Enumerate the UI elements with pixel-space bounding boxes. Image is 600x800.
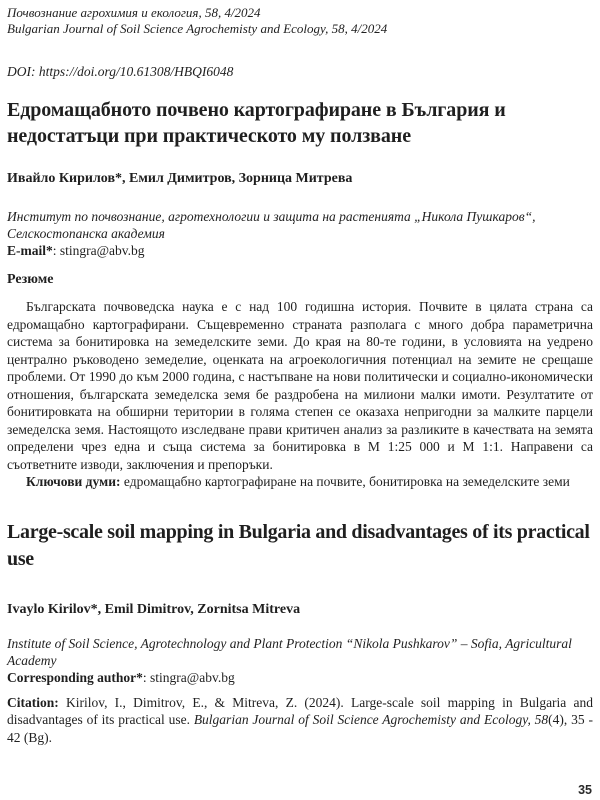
authors-bulgarian: Ивайло Кирилов*, Емил Димитров, Зорница Митрева (7, 171, 353, 186)
journal-name-english: Bulgarian Journal of Soil Science Agrochemisty and Ecology, 58, 4/2024 (7, 21, 388, 36)
keywords-line (7, 473, 593, 491)
authors-english: Ivaylo Kirilov*, Emil Dimitrov, Zornitsa Mitreva (7, 601, 301, 617)
citation-block (7, 694, 593, 747)
article-title-bulgarian: Едромащабното почвено картографиране в България и недостатъци при практическото му ползване (7, 99, 506, 147)
keywords-text: едромащабно картографиране на почвите, бонитировка на земеделските земи (120, 474, 570, 489)
corresponding-author-email: : stingra@abv.bg (142, 669, 235, 685)
email-address: : stingra@abv.bg (52, 243, 145, 258)
citation-label: Citation: (7, 694, 59, 710)
abstract-heading: Резюме (7, 272, 54, 287)
doi-link: DOI: https://doi.org/10.61308/HBQI6048 (7, 64, 234, 79)
email-line (7, 242, 593, 259)
page-number: 35 (578, 783, 592, 797)
affiliation-bulgarian: Институт по почвознание, агротехнологии и защита на растенията „Никола Пушкаров“, Селскостопанска академия (7, 209, 536, 241)
citation-pages-text: (4), 35 - 42 (Bg). (7, 712, 593, 745)
article-title-english: Large-scale soil mapping in Bulgaria and disadvantages of its practical use (7, 520, 590, 570)
journal-name-bulgarian: Почвознание агрохимия и екология, 58, 4/2024 (7, 5, 261, 20)
abstract-text: Българската почвоведска наука е с над 100 годишна история. Почвите в цялата страна са едромащабно картографирани. Същевременно страната разполага с много добра параметрична система за бонитировка на земеделските земи. До края на 80-те години, в условията на уедрено централно ръководено земеделие, оценката на агроекологичния потенциал на земите не срещаше проблеми. От 1990 до към 2000 година, с настъпване на нови политически и социално-икономически отношения, българската земеделска земя бе раздробена на милиони малки имоти. Резултатите от бонитировката на обширни територии в голяма степен се оказаха непригодни за малките парцели земеделска земя. Настоящото изследване прави критичен анализ за разликите в качествата на земята определени чрез една и съща система за бонитировка в М 1:25 000 и М 1:1. Направени са съответните изводи, заключения и препоръки. (7, 299, 593, 472)
citation-authors-text: Kirilov, I., Dimitrov, E., & Mitreva, Z. (2024). Large-scale soil mapping in Bulgaria and disadvantages of its practical use. (7, 694, 593, 727)
corresponding-author-label: Corresponding author* (7, 669, 143, 685)
citation-journal-name: Bulgarian Journal of Soil Science Agrochemisty and Ecology, 58 (193, 712, 549, 727)
affiliation-english: Institute of Soil Science, Agrotechnology and Plant Protection “Nikola Pushkarov” – Sofia, Agricultural Academy (7, 635, 572, 668)
keywords-label: Ключови думи: (26, 474, 121, 489)
corresponding-author-line (7, 669, 593, 686)
email-label: E-mail* (7, 243, 53, 258)
